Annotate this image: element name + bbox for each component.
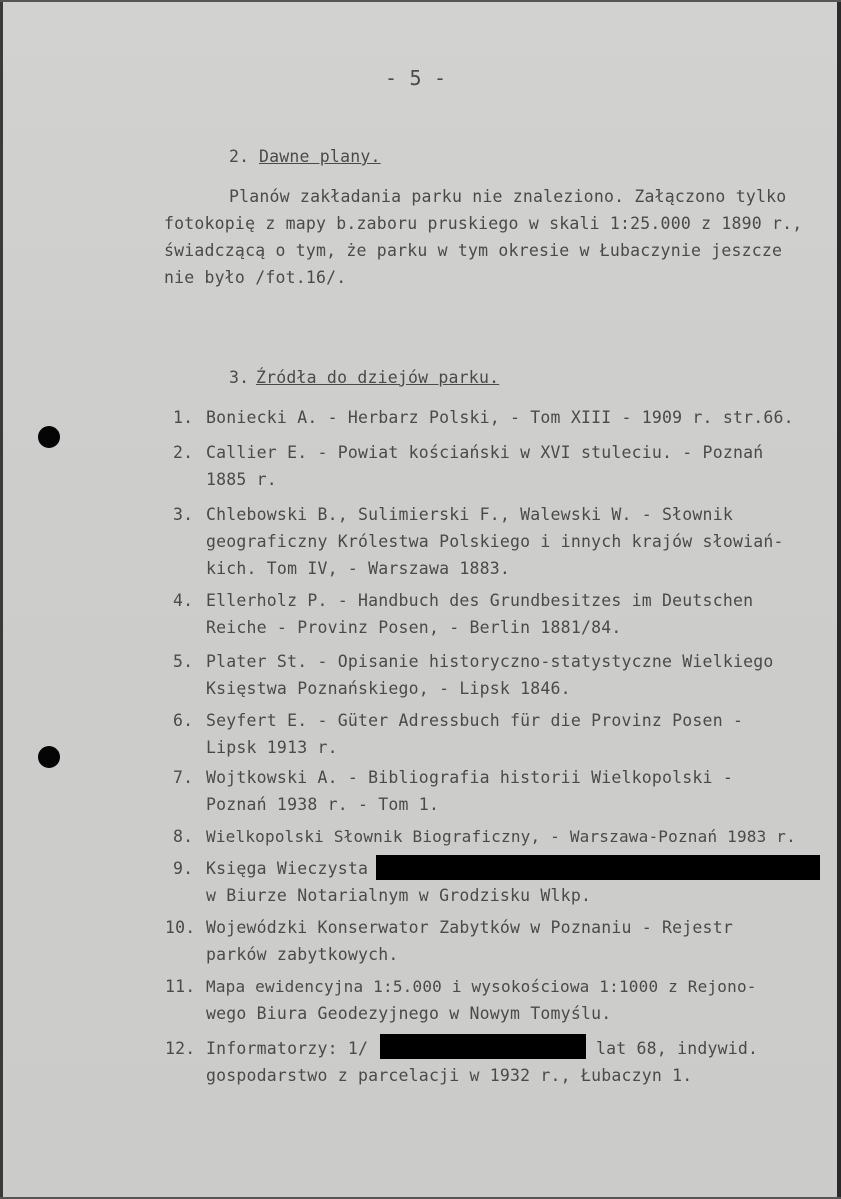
page-edge-left (0, 0, 3, 1199)
source-line: Wielkopolski Słownik Biograficzny, - Warszawa-Poznań 1983 r. (206, 827, 796, 846)
source-number: 8. (173, 827, 194, 846)
source-number: 1. (173, 408, 194, 427)
source-number: 5. (173, 652, 194, 671)
source-line: Informatorzy: 1/ (206, 1039, 369, 1058)
source-line: gospodarstwo z parcelacji w 1932 r., Łubaczyn 1. (206, 1066, 693, 1085)
source-number: 10. (165, 918, 196, 937)
source-line: Chlebowski B., Sulimierski F., Walewski W. - Słownik (206, 505, 733, 524)
section-2-number: 2. (229, 147, 250, 166)
source-line: Księga Wieczysta (206, 859, 369, 878)
redaction-bar (376, 855, 820, 880)
source-line: Lipsk 1913 r. (206, 738, 338, 757)
source-line: 1885 r. (206, 470, 277, 489)
source-line: Ellerholz P. - Handbuch des Grundbesitzes im Deutschen (206, 591, 754, 610)
source-line: kich. Tom IV, - Warszawa 1883. (206, 559, 511, 578)
punch-hole-bottom (38, 746, 60, 768)
source-line: Plater St. - Opisanie historyczno-statystyczne Wielkiego (206, 652, 774, 671)
section-3-heading: Źródła do dziejów parku. (256, 368, 500, 387)
section-3-number: 3. (229, 368, 250, 387)
section-2-line: świadczącą o tym, że parku w tym okresie w Łubaczynie jeszcze (164, 241, 783, 260)
source-line: Wojewódzki Konserwator Zabytków w Poznaniu - Rejestr (206, 918, 733, 937)
source-line: Poznań 1938 r. - Tom 1. (206, 795, 440, 814)
source-number: 12. (165, 1039, 196, 1058)
section-2-line: nie było /fot.16/. (164, 268, 347, 287)
source-number: 4. (173, 591, 194, 610)
redaction-bar (380, 1034, 586, 1059)
source-number: 6. (173, 711, 194, 730)
source-line: Mapa ewidencyjna 1:5.000 i wysokościowa 1:1000 z Rejono- (206, 977, 757, 996)
source-number: 3. (173, 505, 194, 524)
section-2-line: fotokopię z mapy b.zaboru pruskiego w skali 1:25.000 z 1890 r., (164, 214, 803, 233)
source-line: w Biurze Notarialnym w Grodzisku Wlkp. (206, 886, 592, 905)
source-line: Boniecki A. - Herbarz Polski, - Tom XIII - 1909 r. str.66. (206, 408, 794, 427)
section-2-heading: Dawne plany. (259, 147, 381, 166)
source-number: 9. (173, 859, 194, 878)
punch-hole-top (38, 426, 60, 448)
source-number: 7. (173, 768, 194, 787)
page-edge-top (0, 0, 841, 2)
page-edge-right (837, 0, 841, 1199)
page-number: - 5 - (385, 66, 447, 90)
source-line: wego Biura Geodezyjnego w Nowym Tomyślu. (206, 1004, 612, 1023)
section-2-line: Planów zakładania parku nie znaleziono. Załączono tylko (229, 187, 787, 206)
source-line: Seyfert E. - Güter Adressbuch für die Provinz Posen - (206, 711, 744, 730)
source-line: lat 68, indywid. (596, 1039, 759, 1058)
source-line: Wojtkowski A. - Bibliografia historii Wielkopolski - (206, 768, 733, 787)
source-line: Księstwa Poznańskiego, - Lipsk 1846. (206, 679, 571, 698)
source-number: 11. (165, 977, 196, 996)
source-line: parków zabytkowych. (206, 945, 399, 964)
source-line: Reiche - Provinz Posen, - Berlin 1881/84. (206, 618, 622, 637)
source-line: Callier E. - Powiat kościański w XVI stuleciu. - Poznań (206, 443, 764, 462)
source-number: 2. (173, 443, 194, 462)
source-line: geograficzny Królestwa Polskiego i innych krajów słowiań- (206, 532, 784, 551)
